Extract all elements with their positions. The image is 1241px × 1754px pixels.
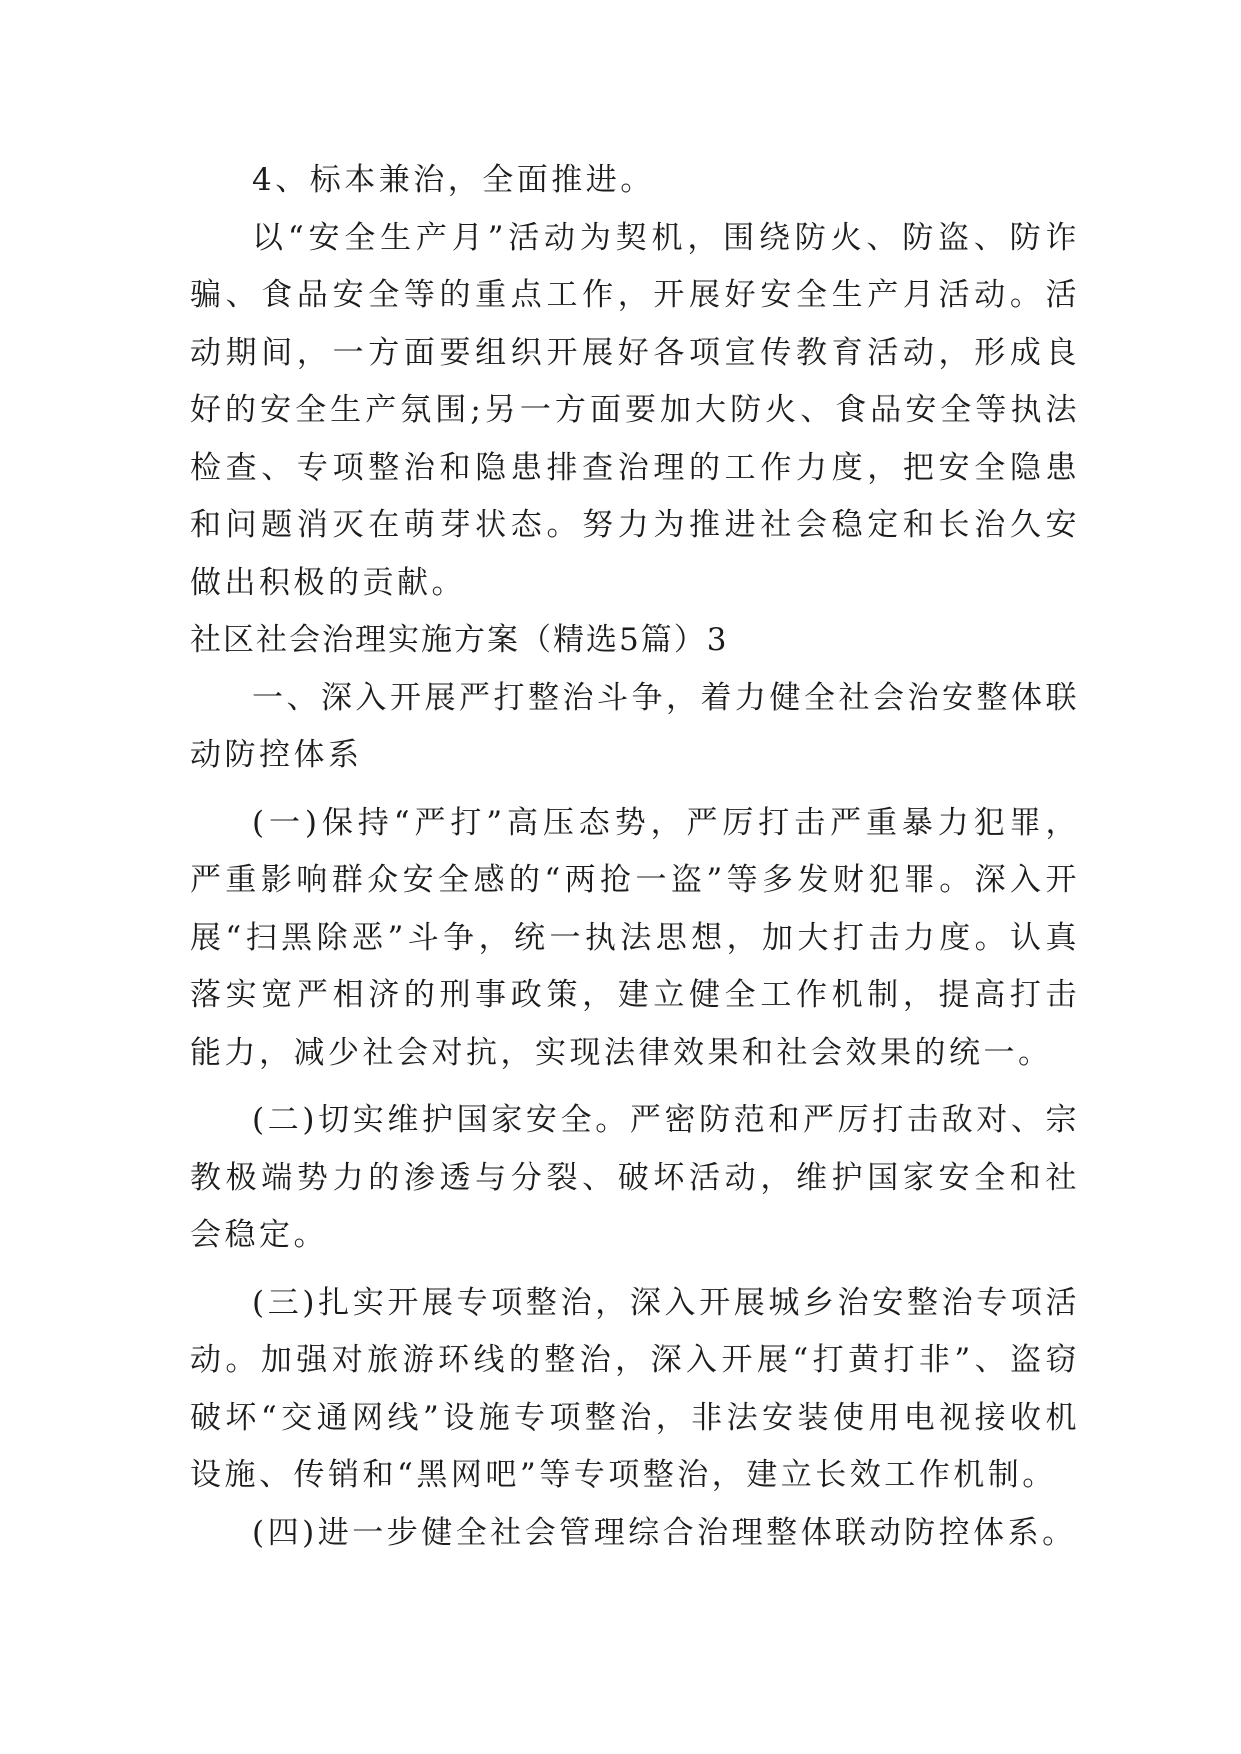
section-heading: 社区社会治理实施方案（精选5篇）3 bbox=[190, 622, 729, 658]
paragraph-subitem-4: (四)进一步健全社会管理综合治理整体联动防控体系。 bbox=[252, 1514, 1077, 1551]
paragraph-subitem-1: (一)保持“严打”高压态势，严厉打击严重暴力犯罪，严重影响群众安全感的“两抢一盗”等多发财犯罪。深入开展“扫黑除恶”斗争，统一执法思想，加大打击力度。认真落实宽严相济的刑事政策，建立健全工作机制，提高打击能力，减少社会对抗，实现法律效果和社会效果的统一。 bbox=[190, 804, 1080, 1071]
paragraph-subitem-2: (二)切实维护国家安全。严密防范和严厉打击敌对、宗教极端势力的渗透与分裂、破坏活动，维护国家安全和社会稳定。 bbox=[190, 1102, 1080, 1253]
paragraph-subitem-3: (三)扎实开展专项整治，深入开展城乡治安整治专项活动。加强对旅游环线的整治，深入开展“打黄打非”、盗窃破坏“交通网线”设施专项整治，非法安装使用电视接收机设施、传销和“黑网吧”等专项整治，建立长效工作机制。 bbox=[190, 1284, 1080, 1493]
document-body bbox=[190, 152, 1080, 1562]
paragraph-section-one-title: 一、深入开展严打整治斗争，着力健全社会治安整体联动防控体系 bbox=[190, 679, 1080, 773]
paragraph-item-4: 4、标本兼治，全面推进。 bbox=[252, 162, 655, 198]
paragraph-safety-month: 以“安全生产月”活动为契机，围绕防火、防盗、防诈骗、食品安全等的重点工作，开展好安全生产月活动。活动期间，一方面要组织开展好各项宣传教育活动，形成良好的安全生产氛围;另一方面要加大防火、食品安全等执法检查、专项整治和隐患排查治理的工作力度，把安全隐患和问题消灭在萌芽状态。努力为推进社会稳定和长治久安做出积极的贡献。 bbox=[190, 219, 1080, 601]
